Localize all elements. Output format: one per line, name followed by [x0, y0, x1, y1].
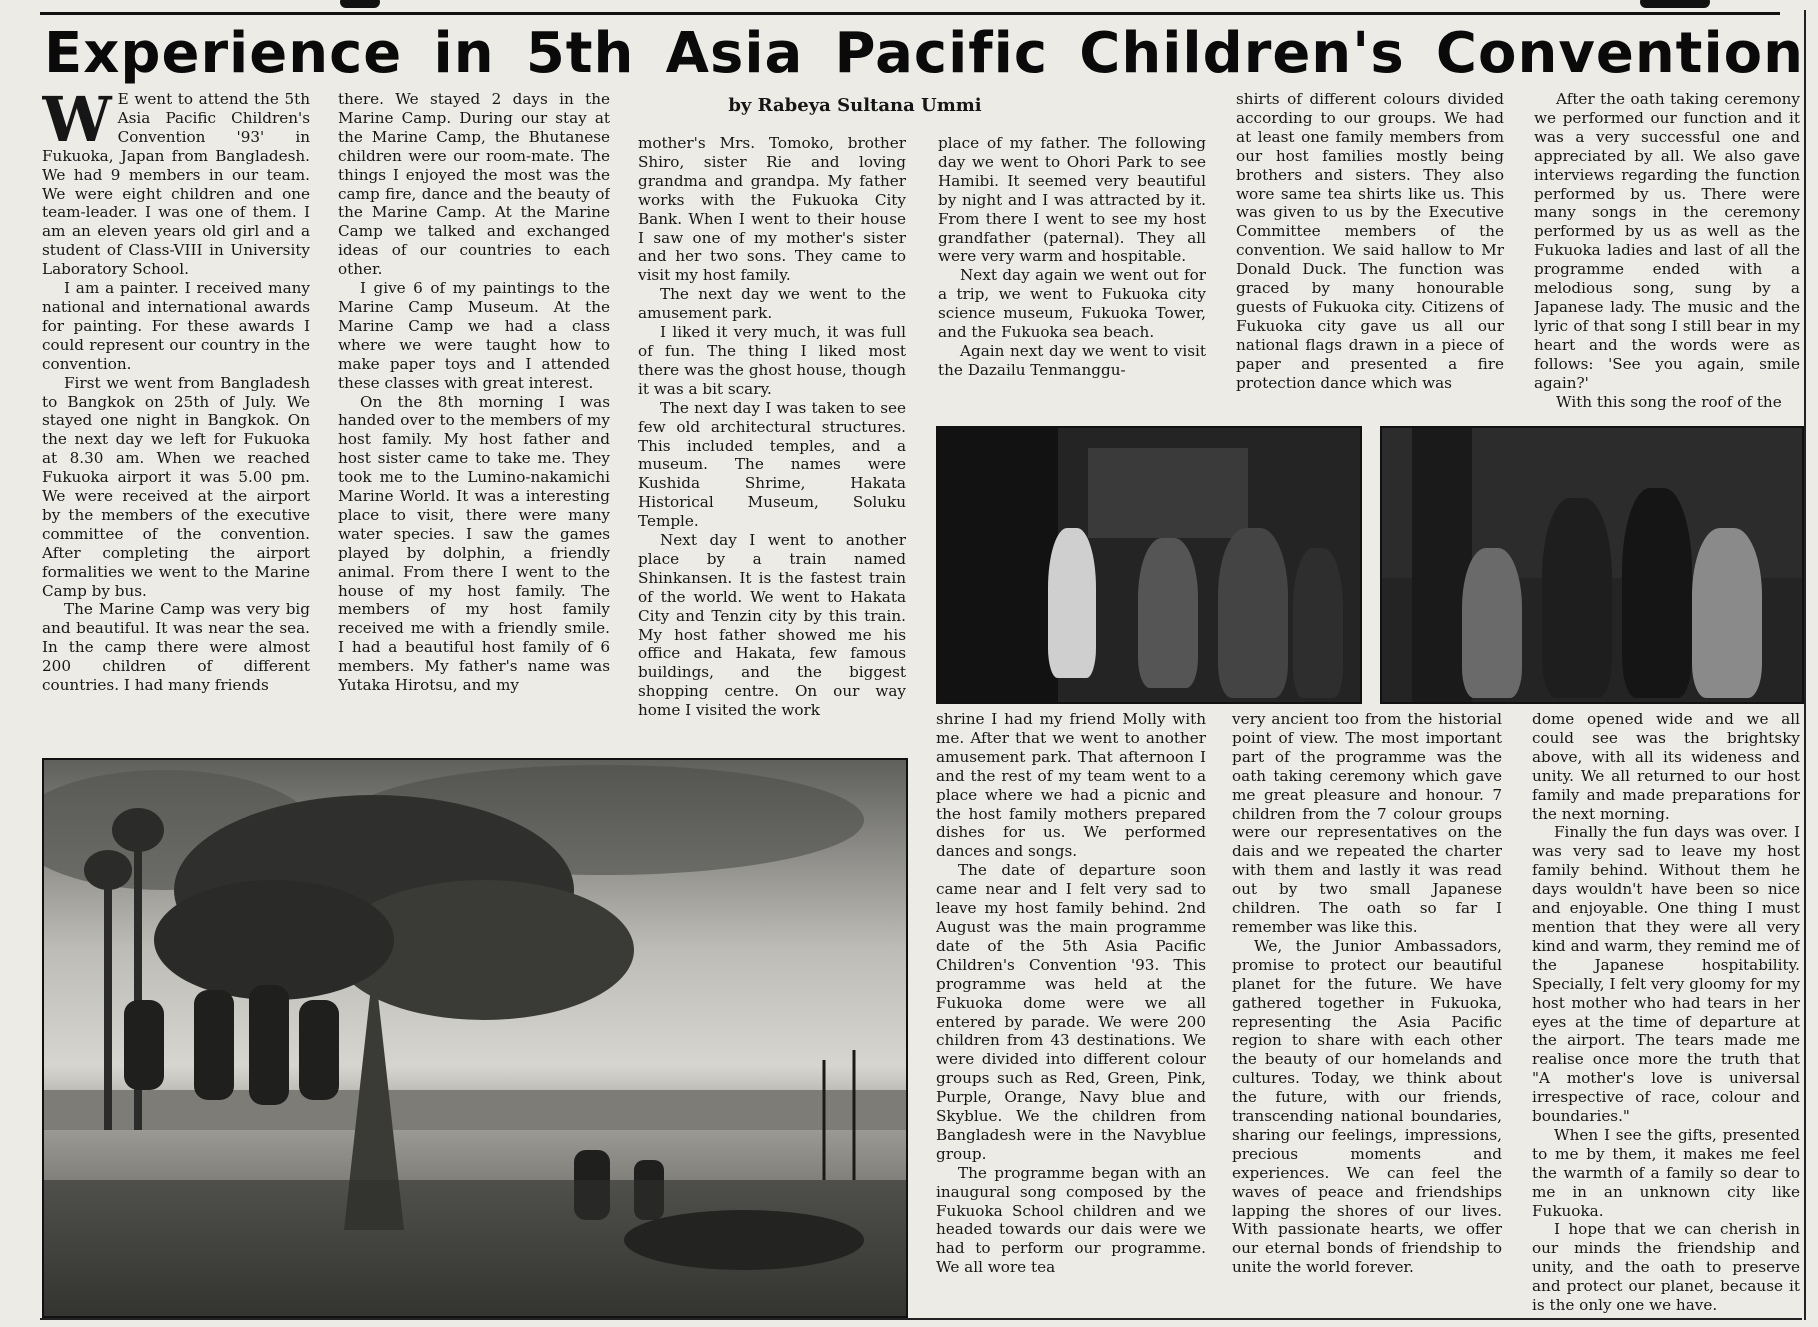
paragraph: With this song the roof of the [1556, 392, 1782, 411]
paragraph: Finally the fun days was over. I was very sad to leave my host family behind. Without them he days wouldn't have been so nice and enjoyable. One thing I must mention that they were all very kind and warm, they remind me of the Japanese hospitability. Specially, I felt very gloomy for my host mother who had tears in her eyes at the time of departure at the airport. The tears made me realise once more the truth that "A mother's love is universal irrespective of race, colour and boundaries." [1532, 823, 1800, 1126]
performer-figure [1692, 528, 1762, 698]
performer-figure [1462, 548, 1522, 698]
paragraph: place of my father. The following day we went to Ohori Park to see Hamibi. It seemed very beautiful by night and I was attracted by it. From there I went to see my host grandfather (paternal). They all were very warm and hospitable. [938, 134, 1206, 266]
painting-art [44, 760, 906, 1316]
paragraph: Next day I went to another place by a train named Shinkansen. It is the fastest train of the world. We went to Hakata City and Tenzin city by this train. My host father showed me his office and Hakata, few famous buildings, and the biggest shopping centre. On our way home I visited the work [638, 531, 906, 720]
text-column-5 [1236, 90, 1504, 416]
drop-cap: W [42, 90, 112, 156]
headline [44, 14, 1804, 94]
text-column-3 [638, 134, 906, 748]
paragraph: very ancient too from the historial point of view. The most important part of the programme was the oath taking ceremony which gave me great pleasure and honour. 7 children from the 7 colour groups were our representatives on the dais and we repeated the charter with them and lastly it was read out by two small Japanese children. The oath so far I remember was like this. [1232, 710, 1502, 936]
painting-illustration [42, 758, 908, 1318]
paragraph: shirts of different colours divided according to our groups. We had at least one family members from our host families mostly being brothers and sisters. They also wore same tea shirts like us. This was given to us by the Executive Committee members of the convention. We said hallow to Mr Donald Duck. The function was graced by many honourable guests of Fukuoka city. Citizens of Fukuoka city gave us all our national flags drawn in a piece of paper and presented a fire protection dance which was [1236, 90, 1504, 392]
paragraph: there. We stayed 2 days in the Marine Camp. During our stay at the Marine Camp, the Bhutanese children were our room-mate. The things I enjoyed the most was the camp fire, dance and the beauty of the Marine Camp. At the Marine Camp we talked and exchanged ideas of our countries to each other. [338, 90, 610, 279]
paragraph: First we went from Bangladesh to Bangkok on 25th of July. We stayed one night in Bangkok. On the next day we left for Fukuoka at 8.30 am. When we reached Fukuoka airport it was 5.00 pm. We were received at the airport by the members of the executive committee of the convention. After completing the airport formalities we went to the Marine Camp by bus. [42, 373, 310, 600]
headline-word: Children's [1079, 21, 1405, 86]
border-ornament [1640, 0, 1710, 8]
paragraph: I liked it very much, it was full of fun. The thing I liked most there was the ghost house, though it was a bit scary. [638, 323, 906, 398]
text-column-2 [338, 90, 610, 748]
paragraph: mother's Mrs. Tomoko, brother Shiro, sister Rie and loving grandma and grandpa. My father works with the Fukuoka City Bank. When I went to their house I saw one of my mother's sister and her two sons. They came to visit my host family. [638, 134, 906, 285]
text-column-4 [938, 134, 1206, 416]
border-ornament [340, 0, 380, 8]
performer-figure [1622, 488, 1692, 698]
headline-word: Experience [44, 21, 403, 86]
convention-photo-dance [936, 426, 1362, 704]
headline-word: 5th [525, 21, 635, 86]
text-column-1 [42, 90, 310, 748]
paragraph: I am a painter. I received many national and international awards for painting. For these awards I could represent our country in the convention. [42, 279, 310, 373]
right-rule [1804, 10, 1806, 1320]
dancer-figure [1138, 538, 1198, 688]
text-column-7 [936, 710, 1206, 1318]
paragraph: dome opened wide and we all could see was the brightsky above, with all its wideness and unity. We all returned to our host family and made preparations for the next morning. [1532, 710, 1800, 823]
headline-word: Asia [665, 21, 804, 86]
paragraph: The next day I was taken to see few old architectural structures. This included temples, and a museum. The names were Kushida Shrime, Hakata Historical Museum, Soluku Temple. [638, 398, 906, 531]
headline-word: Convention [1435, 21, 1804, 86]
headline-word: in [433, 21, 495, 86]
paragraph: shrine I had my friend Molly with me. After that we went to another amusement park. That afternoon I and the rest of my team went to a place where we had a picnic and the host family mothers prepared dishes for us. We performed dances and songs. [936, 710, 1206, 861]
paragraph: When I see the gifts, presented to me by them, it makes me feel the warmth of a family so dear to me in an unknown city like Fukuoka. [1532, 1125, 1800, 1220]
paragraph: On the 8th morning I was handed over to the members of my host family. My host father and host sister came to take me. They took me to the Lumino-nakamichi Marine World. It was a interesting place to visit, there were many water species. I saw the games played by dolphin, a friendly animal. From there I went to the house of my host family. The members of my host family received me with a friendly smile. I had a beautiful host family of 6 members. My father's name was Yutaka Hirotsu, and my [338, 392, 610, 695]
paragraph: We, the Junior Ambassadors, promise to protect our beautiful planet for the future. We have gathered together in Fukuoka, representing the Asia Pacific region to share with each other the beauty of our homelands and cultures. Today, we think about the future, with our friends, transcending national boundaries, sharing our feelings, impressions, precious moments and experiences. We can feel the waves of peace and friendships lapping the shores of our lives. With passionate hearts, we offer our eternal bonds of friendship to unite the world forever. [1232, 936, 1502, 1277]
paragraph: After the oath taking ceremony we performed our function and it was a very successful one and appreciated by all. We also gave interviews regarding the function performed by us. There were many songs in the ceremony performed by us as well as the Fukuoka ladies and last of all the programme ended with a melodious song, sung by a Japanese lady. The music and the lyric of that song I still bear in my heart and the words were as follows: 'See you again, smile again?' [1534, 90, 1800, 392]
dancer-figure [1048, 528, 1096, 678]
text-column-6 [1534, 90, 1800, 416]
dancer-figure [1293, 548, 1343, 698]
paragraph: I hope that we can cherish in our minds the friendship and unity, and the oath to preserve and protect our planet, because it is the only one we have. [1532, 1220, 1800, 1315]
top-border [40, 0, 1780, 15]
performer-figure [1542, 498, 1612, 698]
headline-word: Pacific [834, 21, 1049, 86]
paragraph: The date of departure soon came near and I felt very sad to leave my host family behind. 2nd August was the main programme date of the 5th Asia Pacific Children's Convention '93. This programme was held at the Fukuoka dome were we all entered by parade. We were 200 children from 43 destinations. We were divided into different colour groups such as Red, Green, Pink, Purple, Orange, Navy blue and Skyblue. We the children from Bangladesh were in the Navyblue group. [936, 861, 1206, 1163]
byline: by Rabeya Sultana Ummi [728, 95, 982, 116]
paragraph [42, 90, 310, 279]
paragraph: The next day we went to the amusement park. [638, 285, 906, 323]
text-column-8 [1232, 710, 1502, 1318]
paragraph: The programme began with an inaugural song composed by the Fukuoka School children and we headed towards our dais were we had to perform our programme. We all wore tea [936, 1163, 1206, 1277]
convention-photo-performers [1380, 426, 1804, 704]
dancer-figure [1218, 528, 1288, 698]
text-column-9 [1532, 710, 1800, 1318]
paragraph: Next day again we went out for a trip, we went to Fukuoka city science museum, Fukuoka Tower, and the Fukuoka sea beach. [938, 266, 1206, 342]
bottom-rule [40, 1318, 1802, 1320]
paragraph: I give 6 of my paintings to the Marine Camp Museum. At the Marine Camp we had a class where we were taught how to make paper toys and I attended these classes with great interest. [338, 279, 610, 392]
paragraph-text: E went to attend the 5th Asia Pacific Children's Convention '93' in Fukuoka, Japan from Bangladesh. We had 9 members in our team. We were eight children and one team-leader. I was one of them. I am an eleven years old girl and a student of Class-VIII in University Laboratory School. [42, 90, 310, 279]
paragraph: The Marine Camp was very big and beautiful. It was near the sea. In the camp there were almost 200 children of different countries. I had many friends [42, 600, 310, 695]
paragraph: Again next day we went to visit the Dazailu Tenmanggu- [938, 341, 1206, 379]
